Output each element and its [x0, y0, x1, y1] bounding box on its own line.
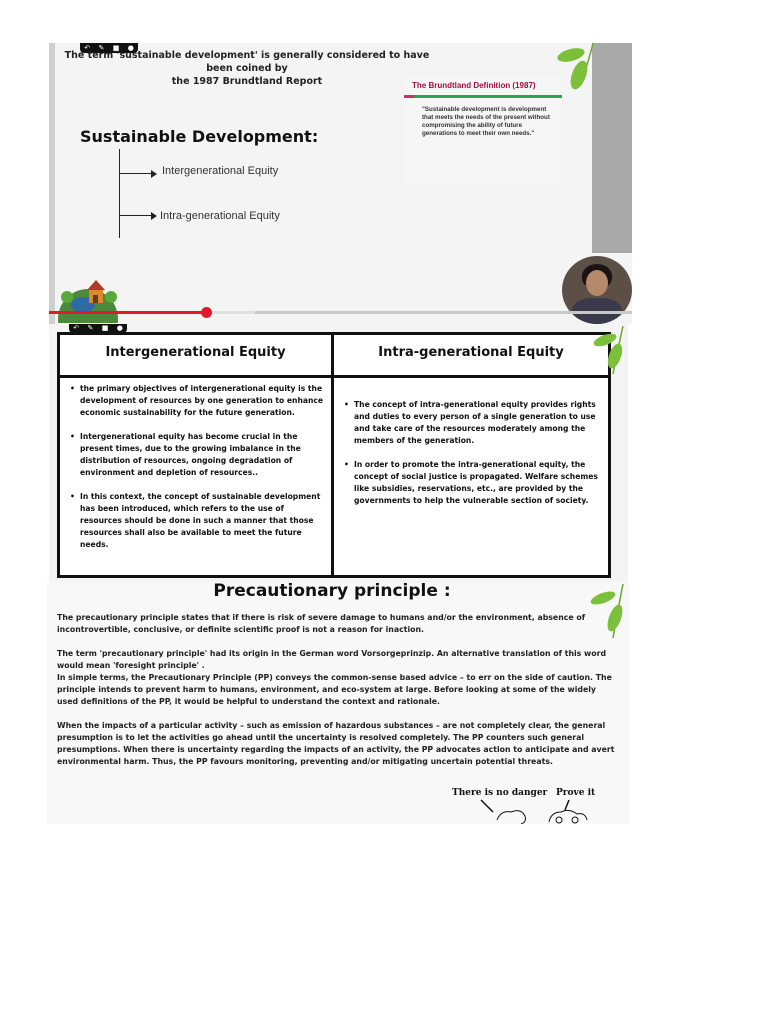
square-icon[interactable]: ■ — [112, 44, 120, 52]
intro-line-2: the 1987 Brundtland Report — [171, 76, 323, 87]
intragenerational-points — [344, 399, 600, 519]
slide-equity-table — [49, 324, 628, 582]
list-item: • In this context, the concept of sustainable development has been introduced, which refers to the use of resources should be done in such a manner that those resources shall also be available to meet the future needs. — [70, 491, 326, 551]
cartoon-sketch — [477, 798, 627, 824]
table-column-divider — [331, 335, 334, 575]
slide-sustainable-development — [49, 43, 632, 324]
brundtland-definition-card — [404, 76, 562, 186]
slide-body-text — [57, 612, 617, 780]
tree-trunk-line — [119, 149, 120, 238]
dot-icon[interactable]: ● — [116, 324, 123, 332]
equity-comparison-table — [57, 332, 611, 578]
paragraph: The precautionary principle states that if there is risk of severe damage to humans and/or the environment, absence of incontrovertible, conclusive, or definite scientific proof is not a reason for inaction. — [57, 613, 586, 634]
undo-icon[interactable]: ↶ — [84, 44, 91, 52]
intergenerational-points — [70, 383, 326, 563]
leaf-sprig-icon — [589, 326, 628, 376]
paragraph: The term 'precautionary principle' had its origin in the German word Vorsorgeprinzip. An alternative translation of this word would mean 'foresight principle' . — [57, 649, 607, 670]
list-item: • The concept of intra-generational equity provides rights and duties to every person of a single generation to use and take care of the resources moderately among the members of the generation. — [344, 399, 600, 447]
list-item: • the primary objectives of intergenerational equity is the development of resources by one generation to enhance economic sustainability for the future generation. — [70, 383, 326, 419]
slide-title: Sustainable Development: — [80, 127, 319, 146]
video-scrubber-handle[interactable] — [201, 307, 212, 318]
paragraph: When the impacts of a particular activity – such as emission of hazardous substances – are not completely clear, the general presumption is to let the activities go ahead until the uncertainty is resolved completely. The PP counters such general presumptions. When there is uncertainty regarding the impacts of an activity, the PP advocates action to anticipate and avert environmental harm. Thus, the PP favours monitoring, preventing and/or mitigating uncertain potential threats. — [57, 721, 615, 766]
leaf-sprig-icon — [587, 584, 629, 640]
cartoon-caption-right: Prove it — [556, 788, 596, 798]
arrow-right-icon — [151, 212, 157, 220]
tree-branch-1 — [119, 173, 153, 174]
pen-toolbar-icon[interactable]: ✎ — [87, 324, 94, 332]
leaf-sprig-icon — [549, 43, 599, 93]
table-header-intergenerational: Intergenerational Equity — [105, 345, 286, 360]
card-divider — [404, 95, 562, 98]
intro-line-1: The term 'sustainable development' is generally considered to have been coined by — [64, 50, 430, 74]
slide-precautionary-principle — [47, 582, 629, 824]
card-title: The Brundtland Definition (1987) — [412, 81, 536, 90]
paragraph: In simple terms, the Precautionary Principle (PP) conveys the common-sense based advice – to err on the side of caution. The principle intends to prevent harm to humans, environment, and eco-system at large. Before looking at some of the widely used definitions of the PP, it would be helpful to understand the context and rationale. — [57, 673, 612, 706]
list-item: • In order to promote the intra-generational equity, the concept of social justice is propagated. Welfare schemes like subsidies, reservations, etc., are provided by the governments to help the vulnerable section of society. — [344, 459, 600, 507]
intro-text — [57, 49, 437, 88]
card-quote: "Sustainable development is development that meets the needs of the present without compromising the ability of future generations to meet their own needs." — [422, 106, 550, 137]
branch-label-intergenerational: Intergenerational Equity — [162, 165, 279, 177]
dot-icon[interactable]: ● — [127, 44, 134, 52]
slide-title: Precautionary principle : — [213, 582, 451, 601]
pen-toolbar-icon[interactable]: ✎ — [98, 44, 105, 52]
undo-icon[interactable]: ↶ — [73, 324, 80, 332]
globe-house-icon — [53, 275, 123, 323]
table-header-divider — [60, 375, 608, 378]
cartoon-caption-left: There is no danger — [452, 788, 548, 798]
branch-label-intragenerational: Intra-generational Equity — [160, 210, 280, 222]
arrow-right-icon — [151, 170, 157, 178]
video-progress-played — [49, 311, 206, 314]
square-icon[interactable]: ■ — [101, 324, 109, 332]
list-item: • Intergenerational equity has become crucial in the present times, due to the growing imbalance in the distribution of resources, ongoing degradation of environment and depletion of resources.. — [70, 431, 326, 479]
table-header-intragenerational: Intra-generational Equity — [378, 345, 564, 360]
tree-branch-2 — [119, 215, 153, 216]
